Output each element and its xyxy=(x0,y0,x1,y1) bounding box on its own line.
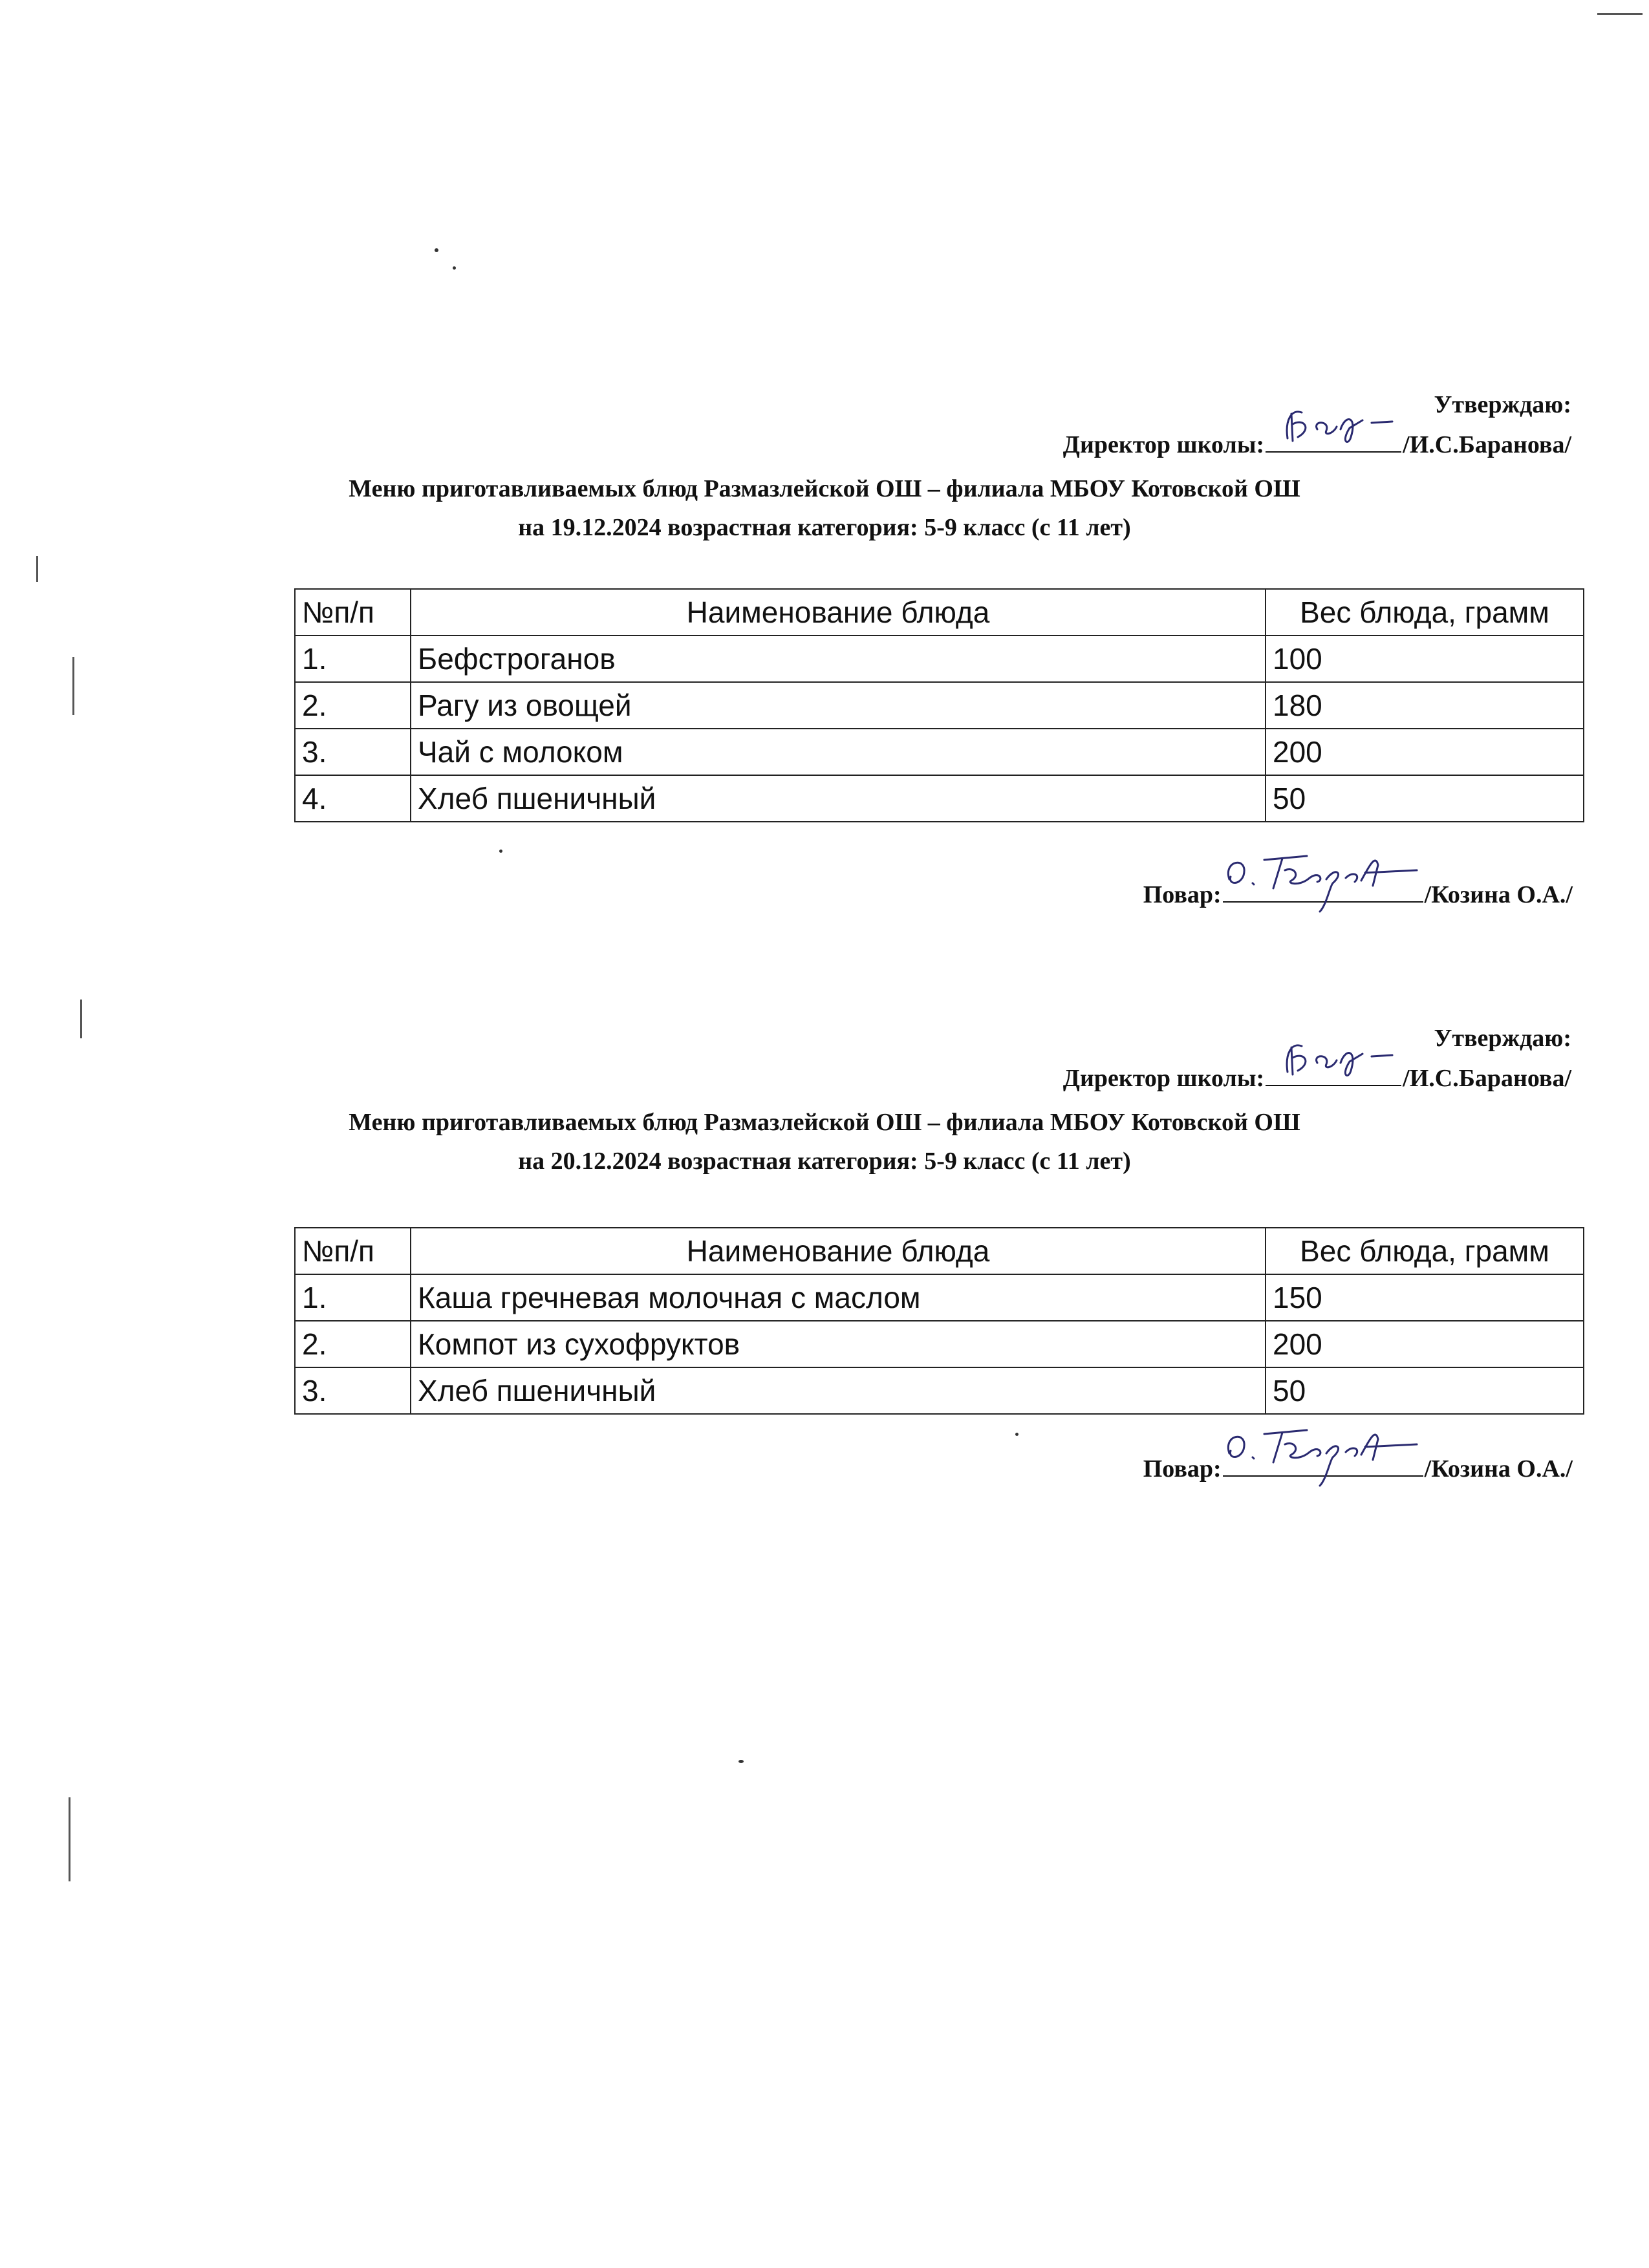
table-row xyxy=(295,1367,1584,1414)
scan-edge-mark xyxy=(1597,13,1643,15)
row-number: 1. xyxy=(295,636,411,682)
approve-label: Утверждаю: xyxy=(1434,1025,1571,1052)
scan-edge-mark xyxy=(72,657,74,715)
scan-speck xyxy=(1015,1433,1018,1436)
cook-signature-line xyxy=(1143,1447,1573,1483)
header-dish-name: Наименование блюда xyxy=(411,1228,1266,1274)
menu-title-line-1: Меню приготавливаемых блюд Размазлейской ОШ – филиала МБОУ Котовской ОШ xyxy=(349,1109,1300,1136)
menu-title-line-1: Меню приготавливаемых блюд Размазлейской ОШ – филиала МБОУ Котовской ОШ xyxy=(349,475,1300,502)
table-row xyxy=(295,1321,1584,1367)
scan-speck xyxy=(435,248,438,252)
approval-block xyxy=(1063,1020,1571,1097)
scan-edge-mark xyxy=(69,1797,70,1881)
scan-speck xyxy=(499,850,502,853)
row-number: 3. xyxy=(295,729,411,775)
director-label: Директор школы: xyxy=(1062,1065,1265,1092)
row-number: 1. xyxy=(295,1274,411,1321)
scan-speck xyxy=(453,266,456,270)
scan-edge-mark xyxy=(36,556,38,582)
menu-title-line-2: на 19.12.2024 возрастная категория: 5-9 класс (с 11 лет) xyxy=(518,514,1131,541)
table-row xyxy=(295,636,1584,682)
menu-title xyxy=(0,1103,1649,1181)
row-dish-name: Каша гречневая молочная с маслом xyxy=(411,1274,1266,1321)
cook-signature xyxy=(1223,1447,1423,1477)
header-number: №п/п xyxy=(295,589,411,636)
menu-title-line-2: на 20.12.2024 возрастная категория: 5-9 класс (с 11 лет) xyxy=(518,1148,1131,1175)
row-dish-name: Хлеб пшеничный xyxy=(411,775,1266,822)
row-number: 2. xyxy=(295,1321,411,1367)
menu-title xyxy=(0,469,1649,547)
cook-label: Повар: xyxy=(1143,1455,1222,1482)
row-weight: 150 xyxy=(1266,1274,1584,1321)
director-signature xyxy=(1266,423,1401,453)
table-header-row xyxy=(295,1228,1584,1274)
row-weight: 200 xyxy=(1266,729,1584,775)
table-row xyxy=(295,1274,1584,1321)
header-number: №п/п xyxy=(295,1228,411,1274)
header-weight: Вес блюда, грамм xyxy=(1266,589,1584,636)
scan-speck xyxy=(738,1760,744,1763)
row-dish-name: Компот из сухофруктов xyxy=(411,1321,1266,1367)
approval-block xyxy=(1063,387,1571,463)
row-weight: 100 xyxy=(1266,636,1584,682)
dishes-table xyxy=(294,1227,1584,1415)
row-number: 2. xyxy=(295,682,411,729)
row-weight: 200 xyxy=(1266,1321,1584,1367)
cook-label: Повар: xyxy=(1143,881,1222,908)
header-dish-name: Наименование блюда xyxy=(411,589,1266,636)
table-row xyxy=(295,775,1584,822)
director-label: Директор школы: xyxy=(1062,431,1265,458)
cook-name: /Козина О.А./ xyxy=(1424,881,1573,908)
table-header-row xyxy=(295,589,1584,636)
row-dish-name: Чай с молоком xyxy=(411,729,1266,775)
director-name: /И.С.Баранова/ xyxy=(1403,431,1571,458)
cook-name: /Козина О.А./ xyxy=(1424,1455,1573,1482)
row-weight: 50 xyxy=(1266,1367,1584,1414)
row-number: 3. xyxy=(295,1367,411,1414)
header-weight: Вес блюда, грамм xyxy=(1266,1228,1584,1274)
table-row xyxy=(295,729,1584,775)
director-signature xyxy=(1266,1056,1401,1086)
row-number: 4. xyxy=(295,775,411,822)
scan-edge-mark xyxy=(80,1000,82,1038)
cook-signature xyxy=(1223,873,1423,903)
dishes-table xyxy=(294,588,1584,822)
approve-label: Утверждаю: xyxy=(1434,391,1571,418)
table-row xyxy=(295,682,1584,729)
cook-signature-line xyxy=(1143,873,1573,909)
row-weight: 180 xyxy=(1266,682,1584,729)
row-dish-name: Хлеб пшеничный xyxy=(411,1367,1266,1414)
row-weight: 50 xyxy=(1266,775,1584,822)
row-dish-name: Рагу из овощей xyxy=(411,682,1266,729)
row-dish-name: Бефстроганов xyxy=(411,636,1266,682)
director-name: /И.С.Баранова/ xyxy=(1403,1065,1571,1092)
